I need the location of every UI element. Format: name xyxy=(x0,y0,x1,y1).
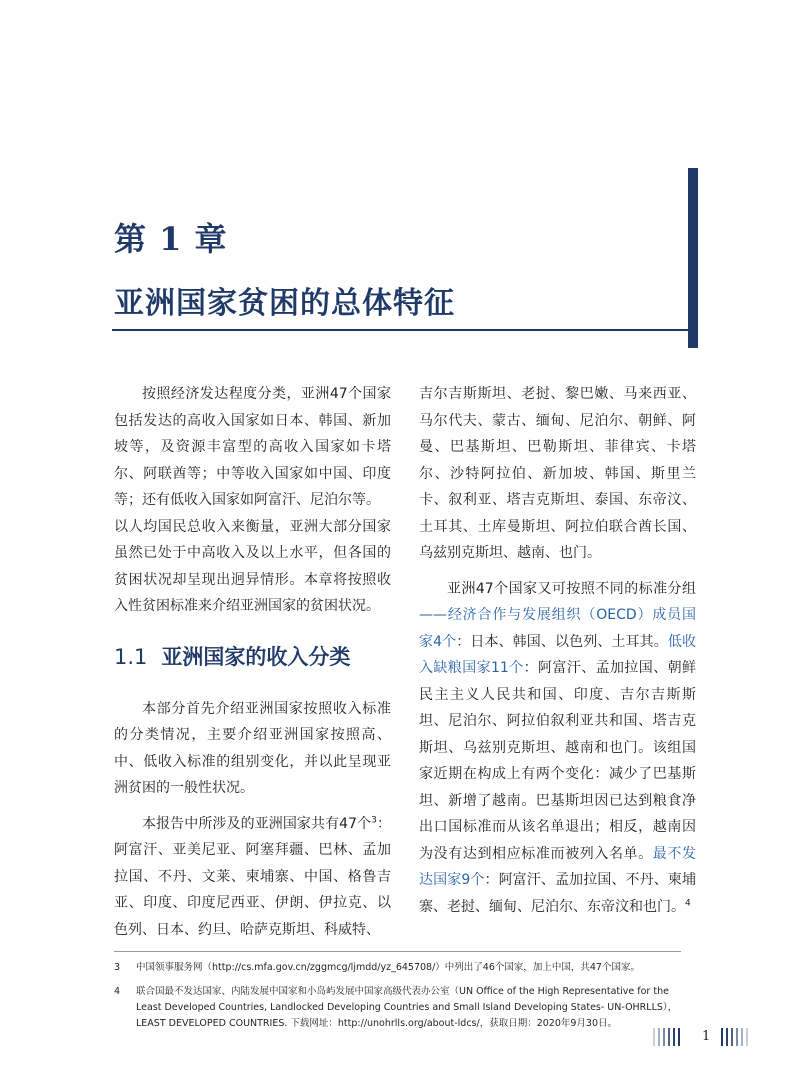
footnote-ref-4[interactable]: 4 xyxy=(685,897,691,908)
footnote-number: 4 xyxy=(114,986,121,997)
footnote-ref-3[interactable]: 3 xyxy=(371,814,377,825)
income-measure-paragraph: 以人均国民总收入来衡量，亚洲大部分国家虽然已处于中高收入及以上水平，但各国的贫困状况却呈现出迥异情形。本章将按照收入性贫困标准来介绍亚洲国家的贫困状况。 xyxy=(114,518,391,614)
page-footer xyxy=(653,1028,773,1046)
country-groups-paragraph xyxy=(419,576,696,921)
page-decoration-left xyxy=(653,1028,680,1046)
right-column xyxy=(419,381,696,920)
chapter-title: 亚洲国家贫困的总体特征 xyxy=(114,286,455,321)
section-intro-paragraph: 本部分首先介绍亚洲国家按照收入标准的分类情况，主要介绍亚洲国家按照高、中、低收入标准的组别变化，并以此呈现亚洲贫困的一般性状况。 xyxy=(114,700,391,796)
lifdc-members: ：阿富汗、孟加拉国、朝鲜民主主义人民共和国、印度、吉尔吉斯斯坦、尼泊尔、阿拉伯叙利亚共和国、塔吉克斯坦、乌兹别克斯坦、越南和也门。该组国家近期在构成上有两个变化：减少了巴基斯坦、新增了越南。巴基斯坦因已达到粮食净出口国标准而从该名单退出；相反，越南因为没有达到相应标准而被列入名单。 xyxy=(419,660,696,862)
chapter-accent-bar xyxy=(688,168,698,348)
intro-paragraph: 按照经济发达程度分类，亚洲47个国家包括发达的高收入国家如日本、韩国、新加坡等，及资源丰富型的高收入国家如卡塔尔、阿联酋等；中等收入国家如中国、印度等；还有低收入国家如阿富汗、尼泊尔等。 xyxy=(114,386,391,508)
oecd-group-label: ——经济合作与发展组织（OECD）成员国家4个 xyxy=(419,607,696,650)
country-list-lead: 本报告中所涉及的亚洲国家共有47个 xyxy=(142,815,372,832)
lifdc-group-label: 低收入缺粮国家11个 xyxy=(419,633,696,676)
left-column xyxy=(114,381,391,943)
footnote-text: 联合国最不发达国家、内陆发展中国家和小岛屿发展中国家高级代表办公室（UN Office of the High Representative for the Least Developed Countries, Landlocked Developing Countries and Small Island Developing States- UN-OHRLLS），LEAST DEVELOPED COUNTRIES. 下载网址：http://unohrlls.org/about-ldcs/，获取日期：2020年9月30日。 xyxy=(136,986,678,1029)
country-list-continued: 吉尔吉斯斯坦、老挝、黎巴嫩、马来西亚、马尔代夫、蒙古、缅甸、尼泊尔、朝鲜、阿曼、巴基斯坦、巴勒斯坦、菲律宾、卡塔尔、沙特阿拉伯、新加坡、韩国、斯里兰卡、叙利亚、塔吉克斯坦、泰国、东帝汶、土耳其、土库曼斯坦、阿拉伯联合酋长国、乌兹别克斯坦、越南、也门。 xyxy=(419,386,696,561)
footnote-text: 中国领事服务网（http://cs.mfa.gov.cn/zggmcg/ljmdd/yz_645708/）中列出了46个国家，加上中国，共47个国家。 xyxy=(136,962,640,973)
section-number: 1.1 xyxy=(114,644,148,669)
ldc-group-label: 最不发达国家9个 xyxy=(419,845,697,888)
footnote-4 xyxy=(114,984,694,1032)
chapter-number: 第 1 章 xyxy=(114,220,228,258)
oecd-members: ：日本、韩国、以色列、土耳其。 xyxy=(456,633,668,650)
page-decoration-right xyxy=(721,1028,748,1046)
ldc-members: ：阿富汗、孟加拉国、不丹、柬埔寨、老挝、缅甸、尼泊尔、东帝汶和也门。 xyxy=(419,872,696,915)
section-heading xyxy=(114,642,391,672)
groups-lead: 亚洲47个国家又可按照不同的标准分组 xyxy=(447,580,696,597)
footnote-3 xyxy=(114,960,694,976)
chapter-title-rule xyxy=(112,329,690,331)
page-number: 1 xyxy=(702,1029,711,1044)
country-list-start: ：阿富汗、亚美尼亚、阿塞拜疆、巴林、孟加拉国、不丹、文莱、柬埔寨、中国、格鲁吉亚、印度、印度尼西亚、伊朗、伊拉克、以色列、日本、约旦、哈萨克斯坦、科威特、 xyxy=(114,815,391,938)
country-list-paragraph xyxy=(114,811,391,944)
footnote-divider xyxy=(114,951,681,952)
footnote-number: 3 xyxy=(114,962,121,973)
section-title: 亚洲国家的收入分类 xyxy=(161,644,351,669)
